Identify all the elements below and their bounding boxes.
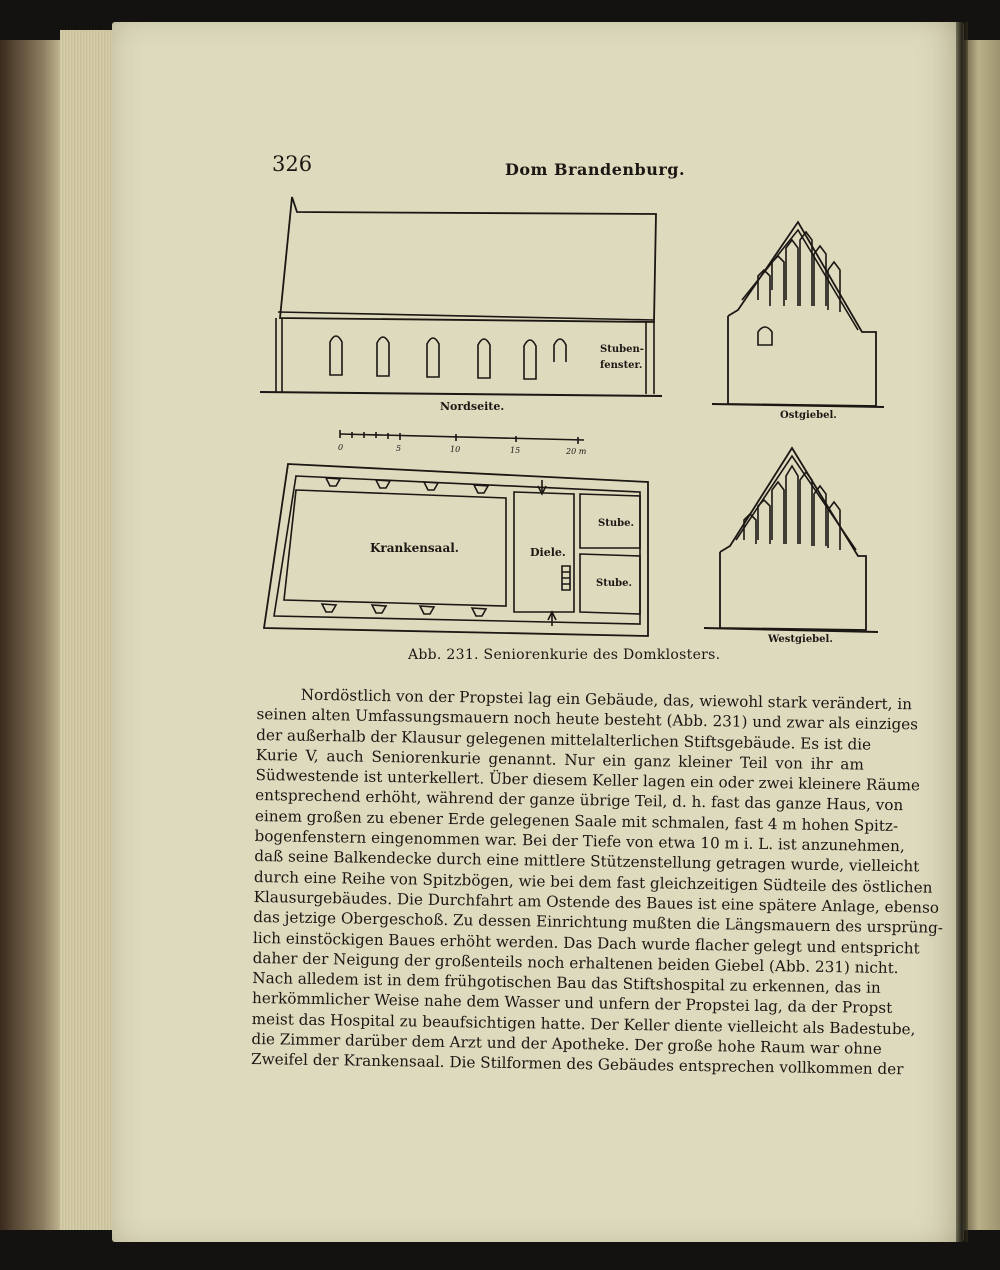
label-windows: Stuben-fenster. bbox=[600, 344, 644, 371]
body-text-line: lich einstöckigen Baues erhöht werden. Das Dach wurde flacher gelegt und entspricht bbox=[252, 928, 920, 958]
label-north-side: Nordseite. bbox=[440, 400, 505, 413]
body-text-line: daher der Neigung der großenteils noch erhaltenen beiden Giebel (Abb. 231) nicht. bbox=[252, 948, 899, 977]
body-text-line: seinen alten Umfassungsmauern noch heute besteht (Abb. 231) und zwar als einziges bbox=[256, 705, 919, 734]
figure-caption: Abb. 231. Seniorenkurie des Domklosters. bbox=[408, 647, 721, 663]
scale-bar bbox=[340, 430, 584, 444]
body-text bbox=[250, 684, 944, 1079]
body-text-line: das jetzige Obergeschoß. Zu dessen Einrichtung mußten die Längsmauern des ursprüng- bbox=[253, 908, 944, 938]
body-text-line: einem großen zu ebener Erde gelegenen Saale mit schmalen, fast 4 m hohen Spitz- bbox=[254, 806, 899, 835]
body-text-line: Nach alledem ist in dem frühgotischen Bau das Stiftshospital zu erkennen, das in bbox=[252, 969, 881, 997]
body-text-line: bogenfenstern eingenommen war. Bei der Tiefe von etwa 10 m i. L. ist anzunehmen, bbox=[254, 827, 905, 856]
scale-tick-label: 0 bbox=[338, 443, 344, 452]
body-text-line: Kurie V, auch Seniorenkurie genannt. Nur ein ganz kleiner Teil von ihr am bbox=[255, 745, 864, 774]
body-text-line: Nordöstlich von der Propstei lag ein Gebäude, das, wiewohl stark verändert, in bbox=[300, 685, 913, 714]
scale-tick-label: 10 bbox=[450, 445, 461, 454]
label-east-gable: Ostgiebel. bbox=[780, 410, 837, 421]
body-text-line: Klausurgebäudes. Die Durchfahrt am Ostende des Baues ist eine spätere Anlage, ebenso bbox=[253, 887, 940, 917]
body-text-line: durch eine Reihe von Spitzbögen, wie bei dem fast gleichzeitigen Südteile des östlichen bbox=[253, 867, 933, 897]
page-number: 326 bbox=[272, 152, 313, 176]
label-room-2: Stube. bbox=[596, 578, 632, 589]
label-west-gable: Westgiebel. bbox=[768, 634, 833, 645]
label-room-1: Stube. bbox=[598, 518, 634, 529]
body-text-line: meist das Hospital zu beaufsichtigen hatte. Der Keller diente vielleicht als Badestube, bbox=[251, 1009, 916, 1039]
label-hall: Diele. bbox=[530, 546, 566, 559]
scale-tick-label: 20 m bbox=[566, 447, 587, 456]
body-text-line: Zweifel der Krankensaal. Die Stilformen des Gebäudes entsprechen vollkommen der bbox=[250, 1050, 904, 1079]
west-gable-elevation bbox=[704, 448, 878, 632]
body-text-line: daß seine Balkendecke durch eine mittlere Stützenstellung getragen wurde, vielleicht bbox=[254, 847, 920, 876]
body-text-line: die Zimmer darüber dem Arzt und der Apotheke. Der große hohe Raum war ohne bbox=[251, 1030, 882, 1058]
body-text-line: Südwestende ist unterkellert. Über diesem Keller lagen ein oder zwei kleinere Räume bbox=[255, 766, 921, 795]
body-text-line: der außerhalb der Klausur gelegenen mittelalterlichen Stiftsgebäude. Es ist die bbox=[256, 725, 872, 754]
running-head: Dom Brandenburg. bbox=[505, 160, 686, 179]
scale-tick-label: 15 bbox=[510, 446, 521, 455]
body-text-line: entsprechend erhöht, während der ganze übrige Teil, d. h. fast das ganze Haus, von bbox=[255, 786, 904, 815]
label-sickroom: Krankensaal. bbox=[370, 541, 459, 555]
scale-tick-label: 5 bbox=[396, 444, 402, 453]
east-gable-elevation bbox=[712, 222, 884, 407]
body-text-line: herkömmlicher Weise nahe dem Wasser und unfern der Propstei lag, da der Propst bbox=[251, 989, 893, 1018]
